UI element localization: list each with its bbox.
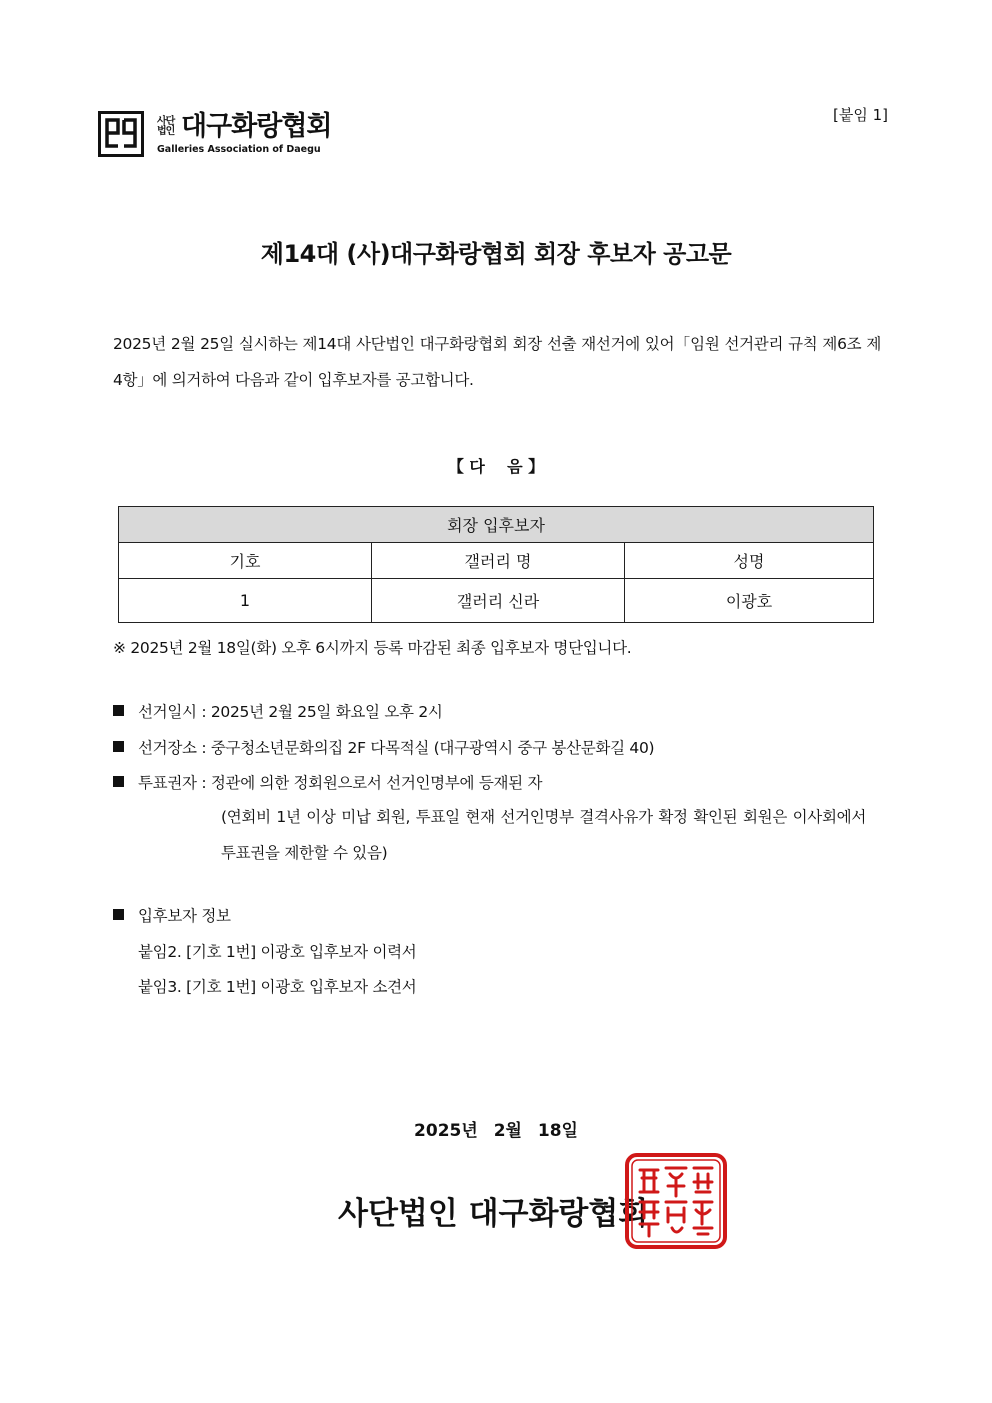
logo-name: 대구화랑협회 xyxy=(181,111,332,142)
logo-org-type: 사단법인 xyxy=(157,116,175,137)
cell-name: 이광호 xyxy=(625,579,874,623)
bullet-square-icon xyxy=(113,741,124,752)
document-title: 제14대 (사)대구화랑협회 회장 후보자 공고문 xyxy=(260,240,732,268)
election-place-text: 선거장소 : 중구청소년문화의집 2F 다목적실 (대구광역시 중구 봉산문화길 40) xyxy=(138,739,655,757)
table-row xyxy=(119,579,874,623)
election-date-text: 선거일시 : 2025년 2월 25일 화요일 오후 2시 xyxy=(138,703,443,721)
logo-mark-icon xyxy=(98,111,144,157)
attachment-label: [붙임 1] xyxy=(833,106,888,124)
table-caption: 회장 입후보자 xyxy=(119,507,874,543)
column-header-name: 성명 xyxy=(625,543,874,579)
association-logo xyxy=(98,110,347,158)
candidate-info-heading: 입후보자 정보 xyxy=(138,907,231,925)
cell-number: 1 xyxy=(119,579,372,623)
attachment-resume: 붙임2. [기호 1번] 이광호 입후보자 이력서 xyxy=(138,943,417,961)
candidate-table xyxy=(118,506,874,623)
candidate-info-item xyxy=(113,904,231,926)
following-heading: 【 다 음 】 xyxy=(447,457,545,476)
bullet-square-icon xyxy=(113,705,124,716)
official-seal-icon xyxy=(624,1152,728,1250)
table-note: ※ 2025년 2월 18일(화) 오후 6시까지 등록 마감된 최종 입후보자 명단입니다. xyxy=(113,639,632,657)
voter-item xyxy=(113,771,542,793)
voter-text: 투표권자 : 정관에 의한 정회원으로서 선거인명부에 등재된 자 xyxy=(138,774,543,792)
column-header-number: 기호 xyxy=(119,543,372,579)
signature-name: 사단법인 대구화랑협회 xyxy=(338,1196,649,1232)
election-date-item xyxy=(113,700,443,722)
attachment-statement: 붙임3. [기호 1번] 이광호 입후보자 소견서 xyxy=(138,978,417,996)
logo-text xyxy=(157,111,347,157)
document-date: 2025년 2월 18일 xyxy=(414,1121,578,1141)
bullet-square-icon xyxy=(113,909,124,920)
intro-paragraph: 2025년 2월 25일 실시하는 제14대 사단법인 대구화랑협회 회장 선출 재선거에 있어「임원 선거관리 규칙 제6조 제4항」에 의거하여 다음과 같이 입후보자를 공고합니다. xyxy=(113,335,881,389)
column-header-gallery: 갤러리 명 xyxy=(372,543,625,579)
voter-note: (연회비 1년 이상 미납 회원, 투표일 현재 선거인명부 결격사유가 확정 확인된 회원은 이사회에서 투표권을 제한할 수 있음) xyxy=(221,808,866,862)
election-place-item xyxy=(113,736,654,758)
cell-gallery: 갤러리 신라 xyxy=(372,579,625,623)
logo-english-name: Galleries Association of Daegu xyxy=(157,144,321,155)
bullet-square-icon xyxy=(113,776,124,787)
